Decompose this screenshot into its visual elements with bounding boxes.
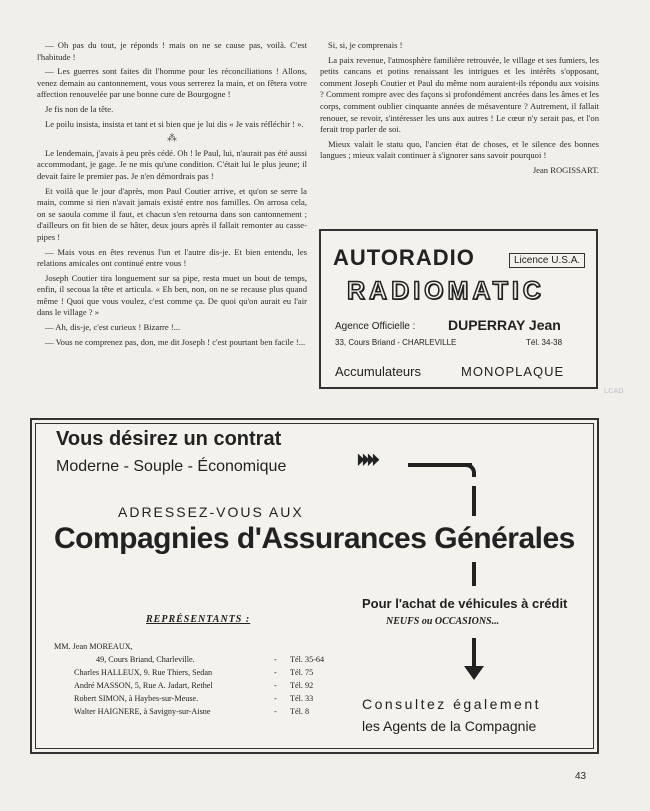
consult-line: Consultez également <box>362 696 542 712</box>
right-text-column <box>320 40 599 180</box>
paragraph: — Ah, dis-je, c'est curieux ! Bizarre !... <box>45 322 181 333</box>
paragraph: Joseph Coutier tira longuement sur sa pipe, resta muet un bout de temps, enfin, il secoua la tête et articula. « Eh ben, non, on ne se recause plus quand même ! Quoi que vous voulez, c'est comme ça. De quoi qu'on aurait eu l'air dans le village ? » <box>37 272 307 318</box>
separator-dash: - <box>274 707 277 716</box>
connector-line <box>472 638 476 666</box>
rep-phone: Tél. 33 <box>290 694 314 703</box>
paragraph: Je fis non de la tête. <box>45 103 114 114</box>
paragraph: Si, si, je comprenais ! <box>328 40 403 50</box>
paragraph: Le lendemain, j'avais à peu près cédé. Oh ! le Paul, lui, n'aurait pas été aussi accommodant, je gage. Je ne mis qu'une condition. C'était lui le plus jeune; il devait faire le premier pas. Je n'en démordrais pas ! <box>37 147 307 181</box>
paragraph: La paix revenue, l'atmosphère familière retrouvée, le village et ses fumiers, les petits cancans et potins renaissant les intrigues et les intérêts s'opposant, comment Joseph Coutier et Paul du même nom auraient-ils répondu aux voisins ? Comment rompre avec des façons si profondément ancrées dans les âmes et les corps, comment oublier cinquante années de mésaventure ? Autrement, il fallait renouer, se revoir, s'intéresser les uns aux autres ! Le cœur n'y serait pas, et l'on ferait trop parler de soi. <box>320 54 599 135</box>
author-signature: Jean ROGISSART. <box>532 164 599 175</box>
rep-name: MM. Jean MOREAUX, <box>54 642 133 651</box>
ad-brand-title: AUTORADIO <box>333 245 475 270</box>
left-text-column <box>37 40 307 351</box>
rep-phone: Tél. 92 <box>290 681 314 690</box>
separator-dash: - <box>274 668 277 677</box>
connector-line <box>472 562 476 586</box>
licence-badge: Licence U.S.A. <box>509 253 585 268</box>
library-stamp: LCAD <box>604 388 624 395</box>
connector-line <box>472 486 476 516</box>
rep-phone: Tél. 75 <box>290 668 314 677</box>
paragraph: — Mais vous en êtes revenus l'un et l'autre dis-je. Et bien entendu, les relations amicales ont continué entre vous ! <box>37 246 307 269</box>
rep-name: Walter HAIGNERE, à Savigny-sur-Aisne <box>74 707 211 716</box>
accumulator-brand: MONOPLAQUE <box>461 364 565 379</box>
agent-label: Agence Officielle : <box>335 321 416 332</box>
product-name: RADIOMATIC <box>347 277 545 305</box>
credit-offer: Pour l'achat de véhicules à crédit <box>362 596 568 611</box>
rep-phone: Tél. 8 <box>290 707 310 716</box>
arrow-decoration-icon: ⏵⏵⏵⏵ <box>356 450 376 470</box>
company-name: Compagnies d'Assurances Générales <box>54 522 575 555</box>
paragraph: Le poilu insista, insista et tant et si bien que je lui dis « Je vais réfléchir ! ». <box>45 118 304 129</box>
page-number: 43 <box>575 771 587 782</box>
ad-headline: Vous désirez un contrat <box>56 428 282 450</box>
separator-dash: - <box>274 655 277 664</box>
autoradio-advertisement <box>319 229 598 389</box>
paragraph: — Les guerres sont faites dit l'homme pour les réconciliations ! Allons, venez demain au cantonnement, vous vous serrerez la main, et on fêtera votre affection renouvelée par une bonne cure de Bourgogne ! <box>37 66 307 100</box>
rep-name: André MASSON, 5, Rue A. Jadart, Rethel <box>74 681 213 690</box>
paragraph: Et voilà que le jour d'après, mon Paul Coutier arrive, et qu'on se serre la main, comme si rien n'avait jamais existé entre nos familles. On arrosa cela, on se saoula comme il faut, et chacun s'en retourna dans son cantonnement ; d'ailleurs on fit bien de se hâter, deux jours après il fallait remonter au casse-pipes ! <box>37 185 307 242</box>
rep-name: 49, Cours Briand, Charleville. <box>96 655 195 664</box>
paragraph: Mieux valait le statu quo, l'ancien état de choses, et le silence des bonnes langues ; mieux valait continuer à s'ignorer sans savoir pourquoi ! <box>320 138 599 161</box>
representatives-title: REPRÉSENTANTS : <box>146 614 251 625</box>
rep-phone: Tél. 35-64 <box>290 655 325 664</box>
accumulator-label: Accumulateurs <box>335 364 421 379</box>
ad-subheadline: Moderne - Souple - Économique <box>56 458 287 475</box>
agent-name: DUPERRAY Jean <box>448 317 561 333</box>
address-line: ADRESSEZ-VOUS AUX <box>118 504 304 520</box>
paragraph: — Vous ne comprenez pas, don, me dit Joseph ! c'est pourtant ben facile !... <box>45 336 306 347</box>
vehicle-types: NEUFS ou OCCASIONS... <box>386 616 500 627</box>
separator-dash: - <box>274 681 277 690</box>
agent-address: 33, Cours Briand - CHARLEVILLE <box>335 338 457 347</box>
rep-name: Robert SIMON, à Haybes-sur-Meuse. <box>74 694 199 703</box>
separator-dash: - <box>274 694 277 703</box>
insurance-advertisement <box>30 418 599 754</box>
arrow-down-icon <box>464 666 484 680</box>
agent-phone: Tél. 34-38 <box>526 338 563 347</box>
paragraph: — Oh pas du tout, je réponds ! mais on ne se cause pas, voilà. C'est l'habitude ! <box>37 40 307 62</box>
connector-corner <box>462 463 476 477</box>
rep-name: Charles HALLEUX, 9. Rue Thiers, Sedan <box>74 668 213 677</box>
consult-line: les Agents de la Compagnie <box>362 718 537 734</box>
asterism-separator: ⁂ <box>167 133 177 145</box>
